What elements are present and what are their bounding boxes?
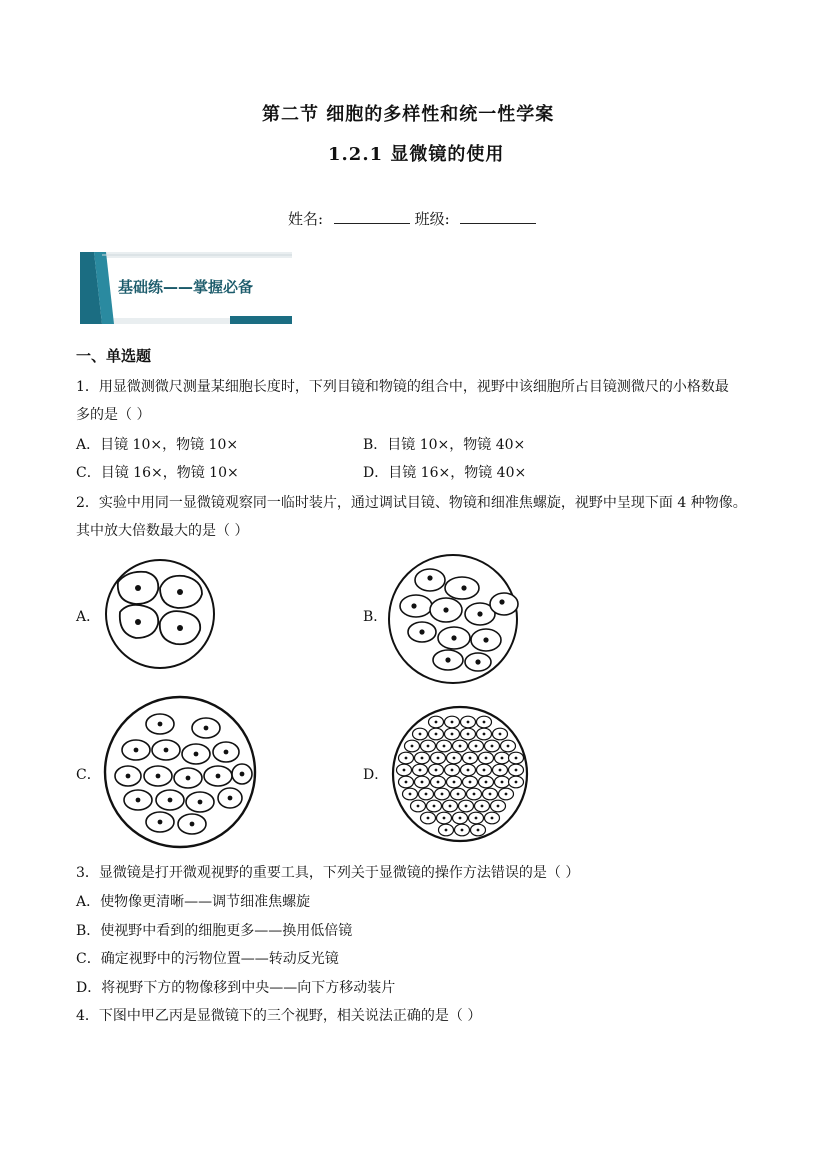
cell-nucleus xyxy=(451,721,454,724)
q3-option-c[interactable]: C．确定视野中的污物位置——转动反光镜 xyxy=(76,951,339,967)
cell-nucleus xyxy=(437,757,440,760)
cell-nucleus xyxy=(475,817,478,820)
cell-nucleus xyxy=(477,829,480,832)
q1-option-c[interactable]: C．目镜 16×，物镜 10× xyxy=(76,465,239,481)
microscope-field-c xyxy=(102,694,258,850)
cell-nucleus xyxy=(483,769,486,772)
cell-nucleus xyxy=(515,781,518,784)
cell-nucleus xyxy=(491,745,494,748)
q4-stem: 4．下图中甲乙丙是显微镜下的三个视野，相关说法正确的是（ ） xyxy=(76,1008,482,1024)
cell-nucleus xyxy=(461,829,464,832)
section-banner xyxy=(80,252,292,324)
cell-nucleus xyxy=(467,733,470,736)
cell-nucleus xyxy=(443,745,446,748)
name-label: 姓名: xyxy=(288,210,324,228)
cell-nucleus xyxy=(433,805,436,808)
cell-nucleus xyxy=(427,745,430,748)
q3-option-a[interactable]: A．使物像更清晰——调节细准焦螺旋 xyxy=(76,894,311,910)
cell-nucleus xyxy=(411,745,414,748)
cell-nucleus xyxy=(427,817,430,820)
q1-stem-line2: 多的是（ ） xyxy=(76,407,151,423)
banner-text: 基础练——掌握必备 xyxy=(118,278,254,296)
cell-nucleus xyxy=(451,769,454,772)
cell-nucleus xyxy=(465,805,468,808)
cell-nucleus xyxy=(497,805,500,808)
class-label: 班级: xyxy=(414,210,450,228)
page-title: 第二节 细胞的多样性和统一性学案 xyxy=(262,104,555,125)
cell-nucleus xyxy=(501,757,504,760)
cell-nucleus xyxy=(409,793,412,796)
cell-nucleus xyxy=(515,769,518,772)
cell-nucleus xyxy=(459,745,462,748)
cell-nucleus xyxy=(483,733,486,736)
cell-nucleus xyxy=(449,805,452,808)
cell-nucleus xyxy=(421,757,424,760)
cell-nucleus xyxy=(499,733,502,736)
cell-nucleus xyxy=(435,721,438,724)
cell-nucleus xyxy=(419,769,422,772)
cell-nucleus xyxy=(435,769,438,772)
cell-nucleus xyxy=(435,733,438,736)
cell-nucleus xyxy=(489,793,492,796)
q1-stem-line1: 1．用显微测微尺测量某细胞长度时，下列目镜和物镜的组合中，视野中该细胞所占目镜测微尺的小格数最 xyxy=(76,379,729,395)
name-blank[interactable] xyxy=(334,207,410,224)
cell-nucleus xyxy=(469,757,472,760)
q3-option-d[interactable]: D．将视野下方的物像移到中央——向下方移动装片 xyxy=(76,980,396,996)
cell-nucleus xyxy=(475,745,478,748)
q3-stem: 3．显微镜是打开微观视野的重要工具，下列关于显微镜的操作方法错误的是（ ） xyxy=(76,865,580,881)
cell-nucleus xyxy=(441,793,444,796)
cell-nucleus xyxy=(437,781,440,784)
q2-figure-label-a[interactable]: A． xyxy=(76,609,101,625)
cell-nucleus xyxy=(507,745,510,748)
q2-figure-label-d[interactable]: D． xyxy=(363,767,389,783)
microscope-field-d xyxy=(390,704,530,844)
q2-figure-label-c[interactable]: C． xyxy=(76,767,101,783)
page-subtitle: 1.2.1 显微镜的使用 xyxy=(328,144,505,165)
cell-nucleus xyxy=(417,805,420,808)
cell-nucleus xyxy=(445,829,448,832)
cell-nucleus xyxy=(491,817,494,820)
q3-option-b[interactable]: B．使视野中看到的细胞更多——换用低倍镜 xyxy=(76,923,353,939)
cell-nucleus xyxy=(443,817,446,820)
cell-nucleus xyxy=(485,757,488,760)
cell-nucleus xyxy=(467,721,470,724)
cell-nucleus xyxy=(469,781,472,784)
cell-nucleus xyxy=(501,781,504,784)
q1-option-a[interactable]: A．目镜 10×，物镜 10× xyxy=(76,437,239,453)
cell-nucleus xyxy=(485,781,488,784)
cell-nucleus xyxy=(451,733,454,736)
cell-nucleus xyxy=(499,769,502,772)
class-blank[interactable] xyxy=(460,207,536,224)
cell-nucleus xyxy=(483,721,486,724)
q2-stem-line1: 2．实验中用同一显微镜观察同一临时装片，通过调试目镜、物镜和细准焦螺旋，视野中呈现下面 4 种物像。 xyxy=(76,495,747,511)
cell-nucleus xyxy=(457,793,460,796)
cell-nucleus xyxy=(459,817,462,820)
cell-nucleus xyxy=(481,805,484,808)
microscope-field-a xyxy=(104,558,216,670)
cell-nucleus xyxy=(515,757,518,760)
q2-stem-line2: 其中放大倍数最大的是（ ） xyxy=(76,523,249,539)
cell-nucleus xyxy=(419,733,422,736)
q2-figure-label-b[interactable]: B． xyxy=(363,609,388,625)
cell-nucleus xyxy=(405,781,408,784)
cell-nucleus xyxy=(467,769,470,772)
microscope-field-b xyxy=(386,552,520,686)
cell-nucleus xyxy=(453,781,456,784)
cell-nucleus xyxy=(453,757,456,760)
cell-nucleus xyxy=(405,757,408,760)
name-class-row xyxy=(288,207,536,229)
section-heading: 一、单选题 xyxy=(76,347,152,365)
q1-option-d[interactable]: D．目镜 16×，物镜 40× xyxy=(363,465,527,481)
cell-nucleus xyxy=(473,793,476,796)
cell-nucleus xyxy=(421,781,424,784)
cell-nucleus xyxy=(505,793,508,796)
cell-nucleus xyxy=(425,793,428,796)
cell-nucleus xyxy=(403,769,406,772)
q1-option-b[interactable]: B．目镜 10×，物镜 40× xyxy=(363,437,526,453)
